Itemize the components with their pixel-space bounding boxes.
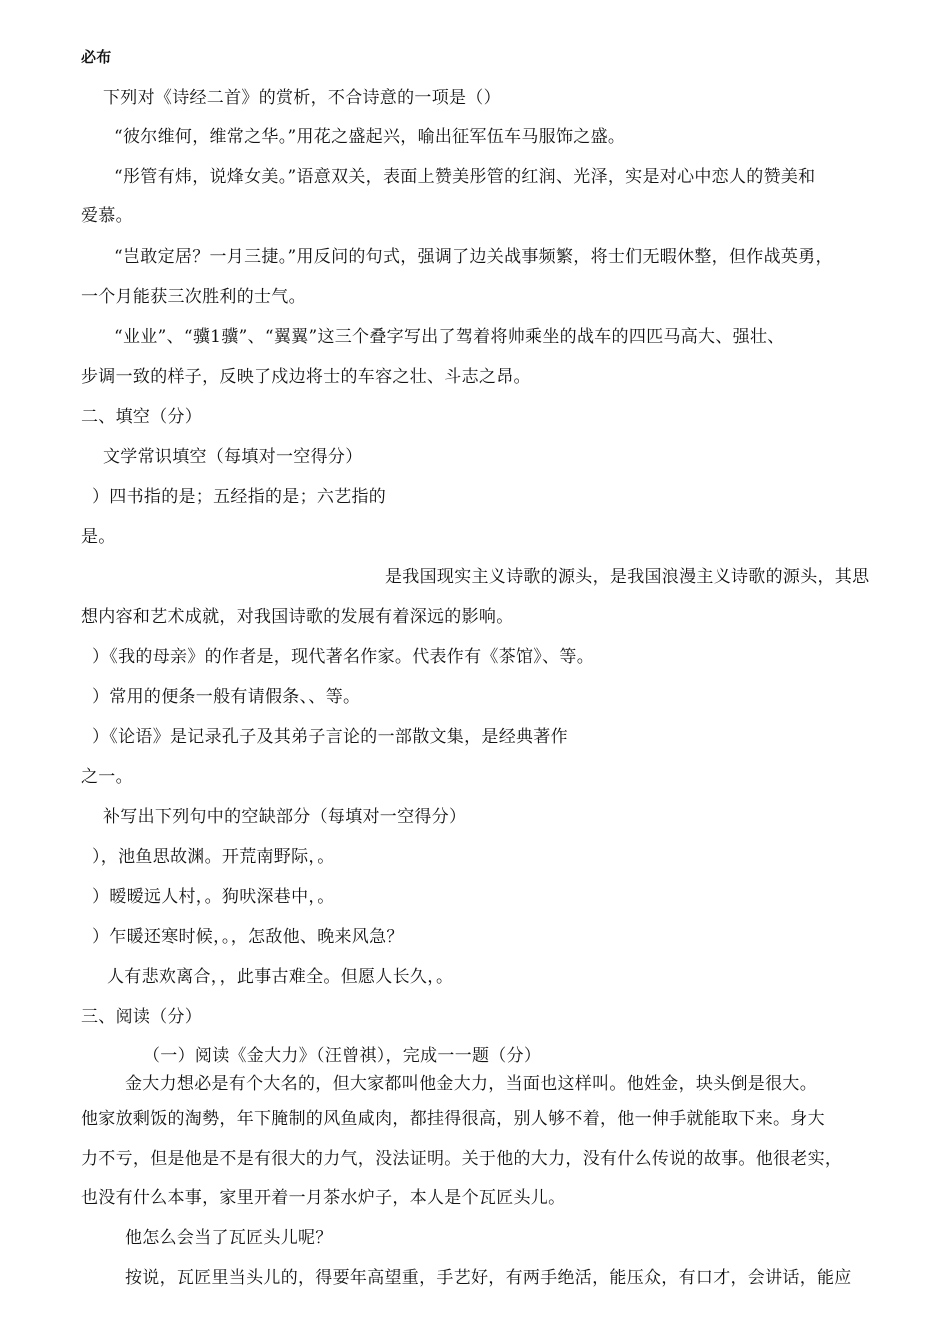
- fill-intro: 文学常识填空（每填对一空得分）: [103, 447, 363, 467]
- reading-p1-line-1: 金大力想必是有个大名的，但大家都叫他金大力，当面也这样叫。他姓金，块头倒是很大。: [125, 1074, 817, 1094]
- option-4-line-2: 步调一致的样子，反映了戍边将士的车容之壮、斗志之昂。: [81, 367, 531, 387]
- fill-5-line-2: 之一。: [81, 767, 133, 787]
- poem-intro: 补写出下列句中的空缺部分（每填对一空得分）: [103, 807, 467, 827]
- option-3-line-1: “岂敢定居？一月三捷。”用反问的句式，强调了边关战事频繁，将士们无暇休整，但作战英勇，: [114, 247, 833, 267]
- reading-p2: 他怎么会当了瓦匠头儿呢？: [125, 1228, 333, 1248]
- option-4-line-1: “业业”、“骥1骥”、“翼翼”这三个叠字写出了驾着将帅乘坐的战车的四匹马高大、强壮、: [114, 327, 785, 347]
- section-2-title: 二、填空（分）: [81, 407, 203, 427]
- reading-p1-line-3: 力不亏，但是他是不是有很大的力气，没法证明。关于他的大力，没有什么传说的故事。他很老实，: [81, 1149, 843, 1169]
- poem-4: 人有悲欢离合，，此事古难全。但愿人长久，。: [107, 967, 454, 987]
- fill-1-line-2: 是。: [81, 527, 116, 547]
- fill-5-line-1: ）《论语》是记录孔子及其弟子言论的一部散文集，是经典著作: [92, 727, 568, 747]
- section-3-title: 三、阅读（分）: [81, 1007, 203, 1027]
- fill-2-line-2: 想内容和艺术成就，对我国诗歌的发展有着深远的影响。: [81, 607, 514, 627]
- option-3-line-2: 一个月能获三次胜利的士气。: [81, 287, 306, 307]
- fill-1-line-1: ）四书指的是；五经指的是；六艺指的: [92, 487, 387, 507]
- option-2-line-1: “彤管有炜，说烽女美。”语意双关，表面上赞美彤管的红润、光泽，实是对心中恋人的赞美和: [114, 167, 816, 187]
- header-label: 必布: [81, 48, 112, 66]
- question-intro: 下列对《诗经二首》的赏析，不合诗意的一项是（）: [103, 88, 501, 108]
- reading-p1-line-2: 他家放剩饭的淘勢，年下腌制的风鱼咸肉，都挂得很高，别人够不着，他一伸手就能取下来。身大: [81, 1109, 825, 1129]
- reading-intro: （一）阅读《金大力》（汪曾祺），完成一一题（分）: [143, 1046, 542, 1066]
- option-1: “彼尔维何，维常之华。”用花之盛起兴，喻出征军伍车马服饰之盛。: [114, 127, 626, 147]
- option-2-line-2: 爱慕。: [81, 206, 133, 226]
- fill-3: ）《我的母亲》的作者是，现代著名作家。代表作有《茶馆》、等。: [92, 647, 594, 667]
- poem-1: ），池鱼思故渊。开荒南野际，。: [92, 847, 335, 867]
- fill-4: ）常用的便条一般有请假条、、等。: [92, 687, 361, 707]
- poem-3: ）乍暖还寒时候，。，怎敌他、晚来风急？: [92, 927, 404, 947]
- reading-p1-line-4: 也没有什么本事，家里开着一月茶水炉子，本人是个瓦匠头儿。: [81, 1188, 566, 1208]
- fill-2-line-1: 是我国现实主义诗歌的源头，是我国浪漫主义诗歌的源头，其思: [385, 567, 870, 587]
- poem-2: ）暧暧远人村，。狗吠深巷中，。: [92, 887, 335, 907]
- reading-p3: 按说，瓦匠里当头儿的，得要年高望重，手艺好，有两手绝活，能压众，有口才，会讲话，能应: [125, 1268, 852, 1288]
